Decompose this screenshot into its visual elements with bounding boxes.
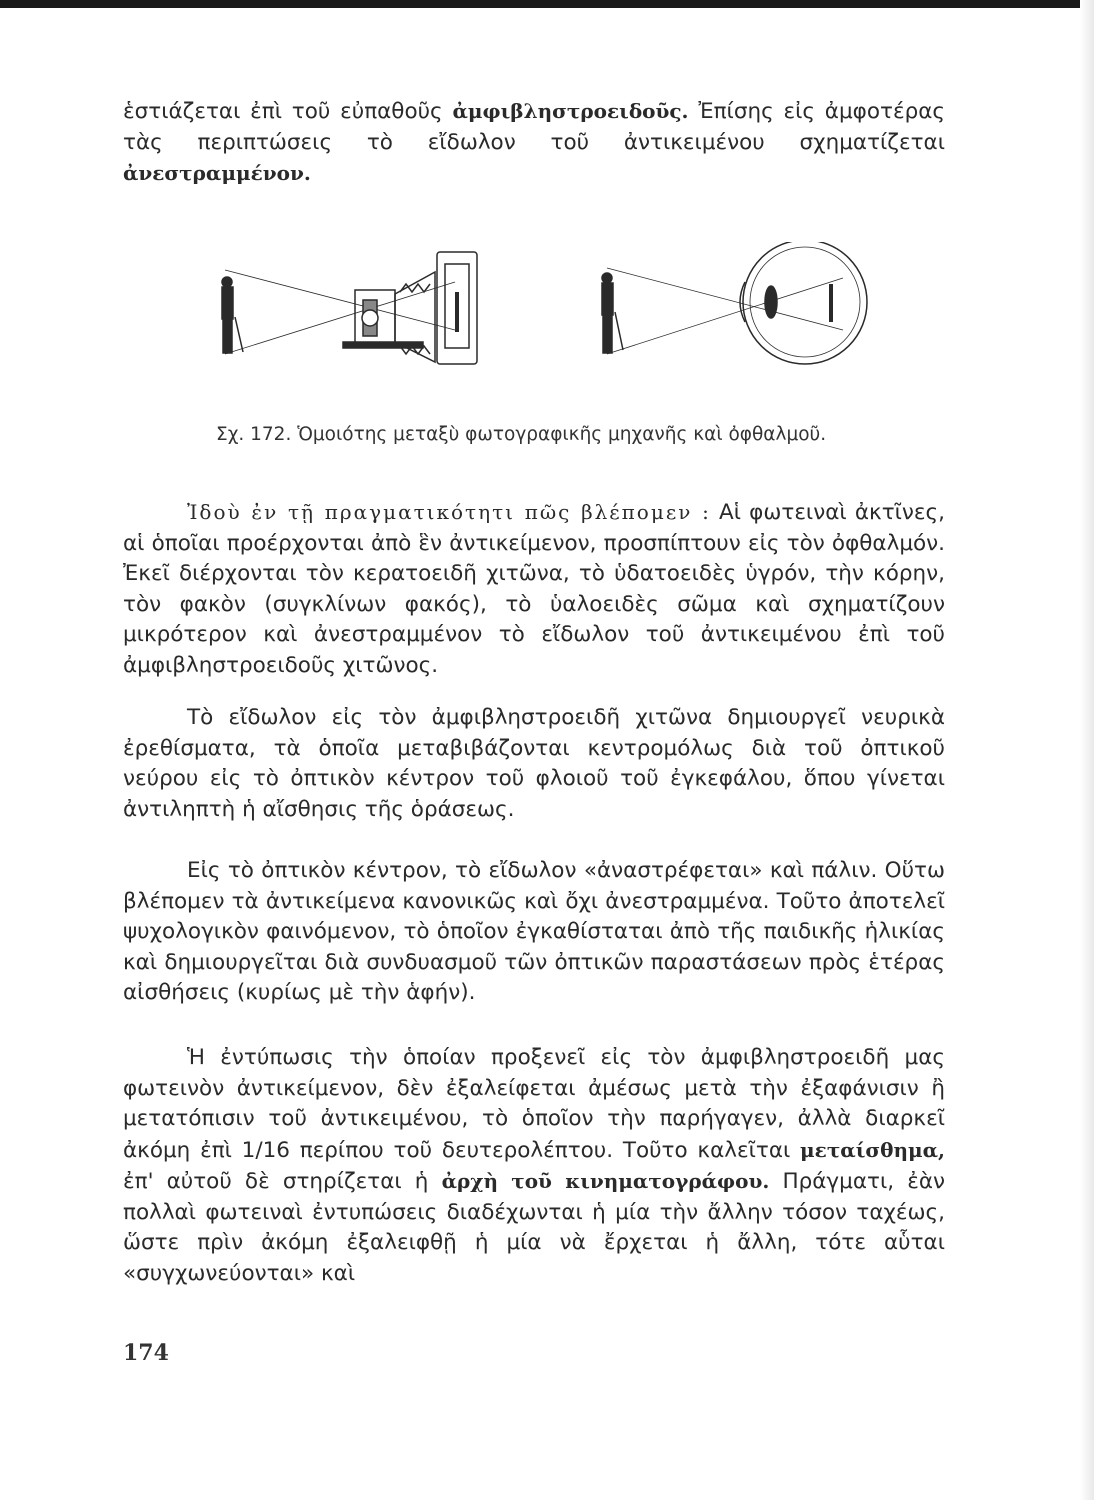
page-number: 174: [123, 1340, 169, 1366]
paragraph-1: [123, 96, 945, 190]
p1-text-c: Ἐπίσης εἰς ἀμφοτέρας τὰς περιπτώσεις τὸ εἴδωλον τοῦ ἀντικειμένου σχηματίζεται: [123, 99, 946, 155]
term-cinema-principle: ἀρχὴ τοῦ κινηματογράφου.: [441, 1169, 770, 1193]
term-afterimage: μεταίσθημα,: [800, 1137, 945, 1162]
term-retina: ἀμφιβληστροειδοῦς.: [452, 99, 689, 123]
p5-text-e: Πράγματι, ἐὰν πολλαὶ φωτειναὶ ἐντυπώσεις διαδέχωνται ἡ μία τὴν ἄλλην τόσον ταχέως, ὥστε πρὶν ἀκόμη ἐξαλειφθῇ ἡ μία νὰ ἔρχεται ἡ ἄλλη, τότε αὗται «συγχωνεύονται» καὶ: [123, 1169, 946, 1286]
person-figure-left: [222, 277, 243, 353]
figure-caption: Σχ. 172. Ὁμοιότης μεταξὺ φωτογραφικῆς μηχανῆς καὶ ὀφθαλμοῦ.: [216, 424, 827, 445]
p2-text-b: Αἱ φωτειναὶ ἀκτῖνες, αἱ ὁποῖαι προέρχονται ἀπὸ ἓν ἀντικείμενον, προσπίπτουν εἰς τὸν ὀφθαλμόν. Ἐκεῖ διέρχονται τὸν κερατοειδῆ χιτῶνα, τὸ ὑδατοειδὲς ὑγρόν, τὴν κόρην, τὸν φακὸν (συγκλίνων φακός), τὸ ὑαλοειδὲς σῶμα καὶ σχηματίζουν μικρότερον καὶ ἀνεστραμμένον τὸ εἴδωλον τοῦ ἀντικειμένου ἐπὶ τοῦ ἀμφιβληστροειδοῦς χιτῶνος.: [123, 500, 946, 678]
person-figure-right: [602, 273, 623, 353]
p5-text-c: ἐπ' αὐτοῦ δὲ στηρίζεται ἡ: [123, 1169, 442, 1194]
paragraph-5: [123, 1043, 945, 1289]
scan-right-edge: [1080, 0, 1094, 1500]
term-inverted: ἀνεστραμμένον.: [123, 161, 311, 185]
paragraph-4: Εἰς τὸ ὀπτικὸν κέντρον, τὸ εἴδωλον «ἀναστρέφεται» καὶ πάλιν. Οὕτω βλέπομεν τὰ ἀντικείμενα κανονικῶς καὶ ὄχι ἀνεστραμμένα. Τοῦτο ἀποτελεῖ ψυχολογικὸν φαινόμενον, τὸ ὁποῖον ἐγκαθίσταται ἀπὸ τῆς παιδικῆς ἡλικίας καὶ δημιουργεῖται διὰ συνδυασμοῦ τῶν ὀπτικῶν παραστάσεων πρὸς ἑτέρας αἰσθήσεις (κυρίως μὲ τὴν ἁφήν).: [123, 858, 945, 1005]
p1-text-a: ἑστιάζεται ἐπὶ τοῦ εὐπαθοῦς: [123, 99, 453, 124]
paragraph-3: Τὸ εἴδωλον εἰς τὸν ἀμφιβληστροειδῆ χιτῶνα δημιουργεῖ νευρικὰ ἐρεθίσματα, τὰ ὁποῖα μεταβιβάζονται κεντρομόλως διὰ τοῦ ὀπτικοῦ νεύρου εἰς τὸ ὀπτικὸν κέντρον τοῦ φλοιοῦ τοῦ ἐγκεφάλου, ὅπου γίνεται ἀντιληπτὴ ἡ αἴσθησις τῆς ὁράσεως.: [123, 705, 945, 822]
scan-top-edge: [0, 0, 1094, 8]
eye-diagram: [602, 242, 867, 364]
camera-diagram: [222, 252, 477, 364]
figure-172: [215, 242, 875, 370]
p5-text-a: Ἡ ἐντύπωσις τὴν ὁποίαν προξενεῖ εἰς τὸν ἀμφιβληστροειδῆ μας φωτεινὸν ἀντικείμενον, δὲν ἐξαλείφεται ἀμέσως μετὰ τὴν ἐξαφάνισιν ἢ μετατόπισιν τοῦ ἀντικειμένου, τὸ ὁποῖον τὴν παρήγαγεν, ἀλλὰ διαρκεῖ ἀκόμη ἐπὶ 1/16 περίπου τοῦ δευτερολέπτου. Τοῦτο καλεῖται: [123, 1045, 945, 1163]
paragraph-2: [123, 497, 945, 681]
section-heading-how-we-see: Ἰδοὺ ἐν τῇ πραγματικότητι πῶς βλέπομεν :: [187, 500, 711, 524]
